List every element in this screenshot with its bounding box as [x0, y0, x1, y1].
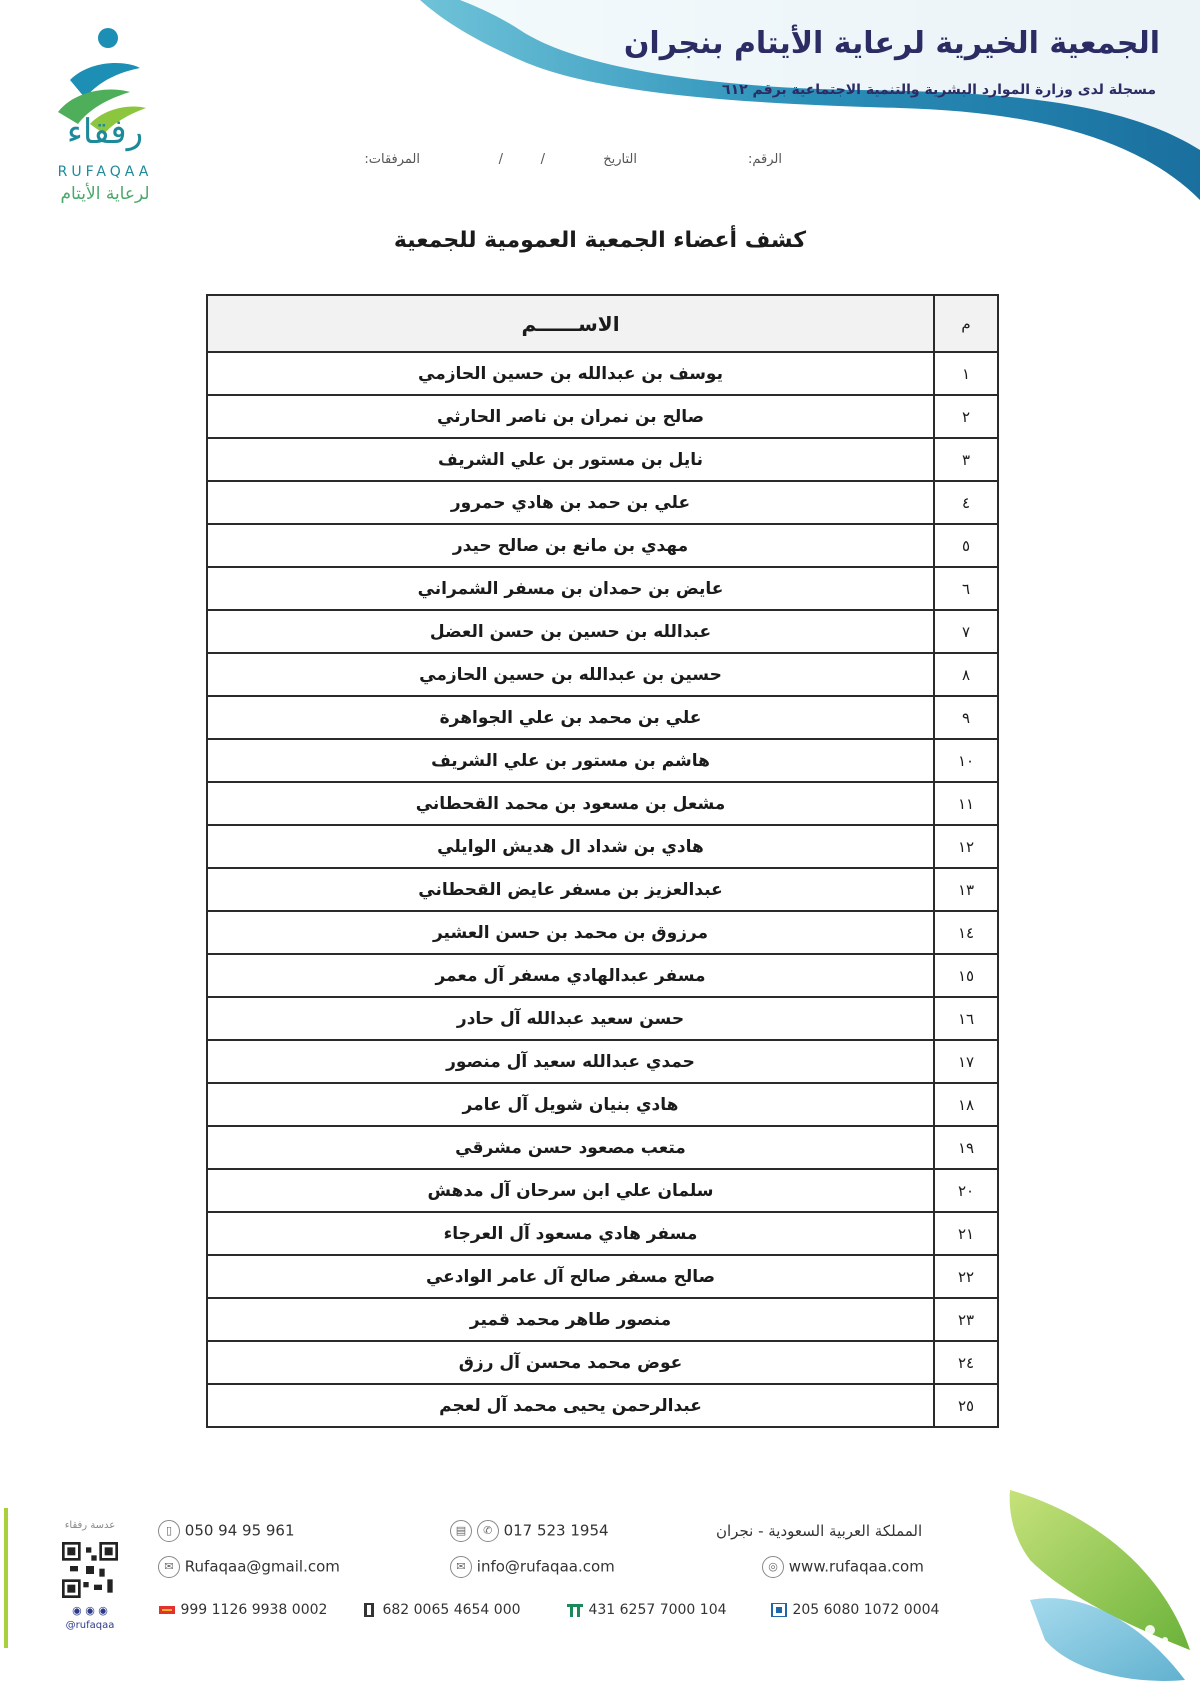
member-name: عبدالله بن حسين بن حسن العضل	[207, 610, 934, 653]
row-number: ٧	[934, 610, 998, 653]
logo-arabic: رفقاء	[66, 112, 144, 152]
org-registration: مسجلة لدى وزارة الموارد البشرية والتنمية الاجتماعية برقم ٦١٢	[722, 82, 1156, 98]
member-name: مرزوق بن محمد بن حسن العشير	[207, 911, 934, 954]
table-row	[207, 481, 998, 524]
footer-website	[762, 1556, 924, 1578]
footer-location: المملكة العربية السعودية - نجران	[716, 1522, 923, 1540]
bank-account-2	[360, 1602, 521, 1618]
bank-icon	[770, 1603, 788, 1617]
row-number: ١٩	[934, 1126, 998, 1169]
date-separator: /	[540, 152, 545, 167]
row-number: ١٠	[934, 739, 998, 782]
member-name: هادي بنيان شويل آل عامر	[207, 1083, 934, 1126]
member-name: سلمان علي ابن سرحان آل مدهش	[207, 1169, 934, 1212]
row-number: ٤	[934, 481, 998, 524]
table-header-row	[207, 295, 998, 352]
member-name: علي بن حمد بن هادي حمرور	[207, 481, 934, 524]
org-name: الجمعية الخيرية لرعاية الأيتام بنجران	[623, 26, 1160, 61]
table-row	[207, 868, 998, 911]
member-name: مسفر عبدالهادي مسفر آل معمر	[207, 954, 934, 997]
bank-account-3	[566, 1602, 727, 1618]
account-number: 431 6257 7000 104	[588, 1602, 727, 1618]
table-row	[207, 610, 998, 653]
social-handle: @rufaqaa	[65, 1620, 115, 1631]
table-row	[207, 1384, 998, 1427]
table-row	[207, 954, 998, 997]
table-row	[207, 1255, 998, 1298]
row-number: ١٣	[934, 868, 998, 911]
table-row	[207, 1212, 998, 1255]
member-name: علي بن محمد بن علي الجواهرة	[207, 696, 934, 739]
table-row	[207, 1083, 998, 1126]
email-icon: ✉	[450, 1556, 472, 1578]
website-url[interactable]: www.rufaqaa.com	[788, 1557, 924, 1576]
member-name: هادي بن شداد ال هديش الوايلي	[207, 825, 934, 868]
row-number: ٢٢	[934, 1255, 998, 1298]
table-row	[207, 567, 998, 610]
mobile-icon: ▯	[158, 1520, 180, 1542]
table-row	[207, 825, 998, 868]
email-icon: ✉	[158, 1556, 180, 1578]
footer-mobile	[158, 1520, 295, 1542]
table-row	[207, 395, 998, 438]
table-row	[207, 782, 998, 825]
member-name: صالح بن نمران بن ناصر الحارثي	[207, 395, 934, 438]
table-row	[207, 1298, 998, 1341]
table-row	[207, 653, 998, 696]
member-name: مهدي بن مانع بن صالح حيدر	[207, 524, 934, 567]
account-number: 999 1126 9938 0002	[180, 1602, 328, 1618]
table-row	[207, 997, 998, 1040]
header-name: الاســــــم	[207, 295, 934, 352]
phone-number: 017 523 1954	[503, 1521, 609, 1540]
qr-code-icon	[62, 1542, 118, 1598]
document-title: كشف أعضاء الجمعية العمومية للجمعية	[393, 228, 807, 253]
row-number: ٢١	[934, 1212, 998, 1255]
member-name: عوض محمد محسن آل رزق	[207, 1341, 934, 1384]
row-number: ١٨	[934, 1083, 998, 1126]
row-number: ٨	[934, 653, 998, 696]
table-row	[207, 438, 998, 481]
number-label: الرقم:	[748, 152, 782, 167]
table-row	[207, 911, 998, 954]
email-address[interactable]: info@rufaqaa.com	[476, 1557, 615, 1576]
member-name: عبدالرحمن يحيى محمد آل لعجم	[207, 1384, 934, 1427]
footer-gmail	[158, 1556, 340, 1578]
table-body	[207, 352, 998, 1427]
table-row	[207, 1169, 998, 1212]
phone-icon: ✆	[477, 1520, 499, 1542]
bank-icon	[566, 1603, 584, 1617]
logo-subtitle: لرعاية الأيتام	[60, 184, 150, 204]
member-name: عبدالعزيز بن مسفر عايض القحطاني	[207, 868, 934, 911]
mobile-number: 050 94 95 961	[184, 1521, 295, 1540]
qr-caption: عدسة رفقاء	[64, 1520, 116, 1531]
bank-icon	[360, 1603, 378, 1617]
table-row	[207, 1040, 998, 1083]
member-name: هاشم بن مستور بن علي الشريف	[207, 739, 934, 782]
member-name: مشعل بن مسعود بن محمد القحطاني	[207, 782, 934, 825]
row-number: ٩	[934, 696, 998, 739]
member-name: نايل بن مستور بن علي الشريف	[207, 438, 934, 481]
gmail-address[interactable]: Rufaqaa@gmail.com	[184, 1557, 340, 1576]
table-row	[207, 524, 998, 567]
bank-account-1	[158, 1602, 327, 1618]
table-row	[207, 696, 998, 739]
date-separator: /	[498, 152, 503, 167]
footer-accent-line	[4, 1508, 8, 1648]
account-number: 682 0065 4654 000	[382, 1602, 521, 1618]
member-name: حسين بن عبدالله بن حسين الحازمي	[207, 653, 934, 696]
row-number: ١	[934, 352, 998, 395]
table-row	[207, 352, 998, 395]
member-name: حسن سعيد عبدالله آل حادر	[207, 997, 934, 1040]
table-row	[207, 1341, 998, 1384]
table-row	[207, 1126, 998, 1169]
globe-icon: ◎	[762, 1556, 784, 1578]
row-number: ٢٥	[934, 1384, 998, 1427]
social-icons: ◉ ◉ ◉	[72, 1604, 108, 1617]
member-name: حمدي عبدالله سعيد آل منصور	[207, 1040, 934, 1083]
attachments-label: المرفقات:	[364, 152, 420, 167]
leaves-decoration-icon	[990, 1480, 1200, 1697]
row-number: ١٧	[934, 1040, 998, 1083]
footer-phone	[450, 1520, 609, 1542]
member-name: متعب مصعود حسن مشرقي	[207, 1126, 934, 1169]
member-name: عايض بن حمدان بن مسفر الشمراني	[207, 567, 934, 610]
row-number: ٢٣	[934, 1298, 998, 1341]
bank-account-4	[770, 1602, 939, 1618]
member-name: صالح مسفر صالح آل عامر الوادعي	[207, 1255, 934, 1298]
row-number: ١٤	[934, 911, 998, 954]
bank-icon	[158, 1603, 176, 1617]
table-row	[207, 739, 998, 782]
members-table	[206, 294, 999, 1428]
header-number: م	[934, 295, 998, 352]
row-number: ١١	[934, 782, 998, 825]
member-name: مسفر هادي مسعود آل العرجاء	[207, 1212, 934, 1255]
row-number: ٢٤	[934, 1341, 998, 1384]
member-name: منصور طاهر محمد قمير	[207, 1298, 934, 1341]
row-number: ٢٠	[934, 1169, 998, 1212]
row-number: ١٢	[934, 825, 998, 868]
row-number: ١٦	[934, 997, 998, 1040]
logo-english: RUFAQAA	[57, 164, 153, 180]
date-label: التاريخ	[603, 152, 637, 167]
fax-icon: ▤	[450, 1520, 472, 1542]
row-number: ٥	[934, 524, 998, 567]
row-number: ٦	[934, 567, 998, 610]
row-number: ٣	[934, 438, 998, 481]
row-number: ٢	[934, 395, 998, 438]
member-name: يوسف بن عبدالله بن حسين الحازمي	[207, 352, 934, 395]
row-number: ١٥	[934, 954, 998, 997]
footer-email	[450, 1556, 615, 1578]
account-number: 205 6080 1072 0004	[792, 1602, 940, 1618]
